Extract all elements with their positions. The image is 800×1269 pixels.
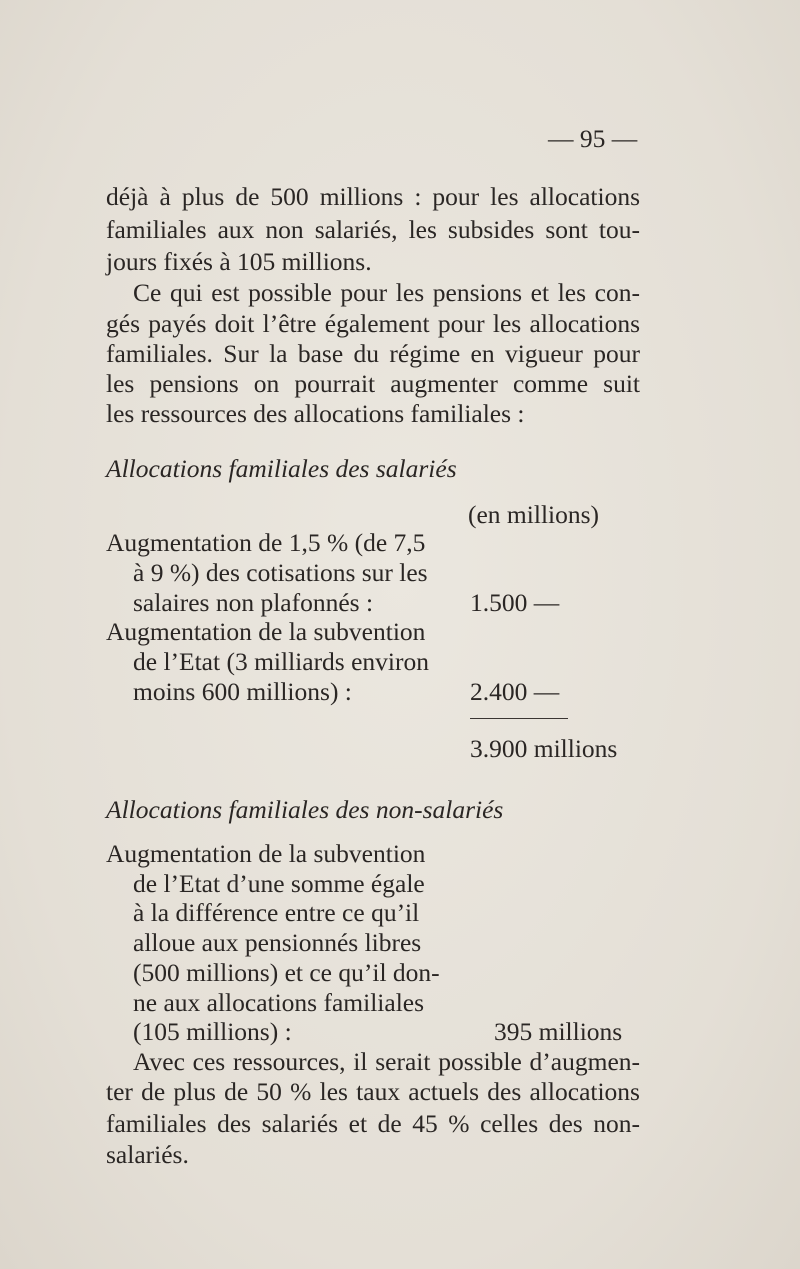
paragraph-1-line: jours fixés à 105 millions.: [106, 247, 372, 276]
item-1-line: à 9 %) des cotisations sur les: [133, 558, 428, 587]
paragraph-1-line: familiales aux non salariés, les subsides sont tou-: [106, 215, 640, 244]
item-1-value: 1.500 —: [470, 588, 560, 617]
section-2-item-line: de l’Etat d’une somme égale: [133, 869, 425, 898]
paragraph-1-line: déjà à plus de 500 millions : pour les allocations: [106, 182, 640, 211]
section-1-heading: Allocations familiales des salariés: [106, 454, 457, 483]
paragraph-2-line: les ressources des allocations familiales :: [106, 399, 525, 428]
section-2-item-line: Augmentation de la subvention: [106, 839, 426, 868]
section-2-item-line: alloue aux pensionnés libres: [133, 928, 422, 957]
unit-note: (en millions): [468, 500, 600, 529]
item-1-line: Augmentation de 1,5 % (de 7,5: [106, 528, 426, 557]
section-1-total: 3.900 millions: [470, 734, 618, 763]
paragraph-2-line: les pensions on pourrait augmenter comme suit: [106, 369, 640, 398]
section-2-value: 395 millions: [494, 1017, 623, 1046]
conclusion-line: ter de plus de 50 % les taux actuels des allocations: [106, 1077, 640, 1106]
page-number: — 95 —: [548, 124, 638, 153]
section-2-item-line: (105 millions) :: [133, 1017, 292, 1046]
sum-rule: [470, 718, 568, 719]
item-2-line: moins 600 millions) :: [133, 677, 352, 706]
item-2-line: de l’Etat (3 milliards environ: [133, 647, 430, 676]
conclusion-line: Avec ces ressources, il serait possible d’augmen-: [133, 1047, 640, 1076]
paragraph-2-line: gés payés doit l’être également pour les allocations: [106, 309, 640, 338]
section-2-item-line: ne aux allocations familiales: [133, 988, 425, 1017]
paragraph-2-line: Ce qui est possible pour les pensions et les con-: [133, 278, 640, 307]
item-2-line: Augmentation de la subvention: [106, 617, 426, 646]
section-2-heading: Allocations familiales des non-salariés: [106, 795, 504, 824]
item-2-value: 2.400 —: [470, 677, 560, 706]
conclusion-line: familiales des salariés et de 45 % celles des non-: [106, 1109, 640, 1138]
item-1-line: salaires non plafonnés :: [133, 588, 374, 617]
paragraph-2-line: familiales. Sur la base du régime en vigueur pour: [106, 339, 640, 368]
section-2-item-line: à la différence entre ce qu’il: [133, 898, 420, 927]
section-2-item-line: (500 millions) et ce qu’il don-: [133, 958, 440, 987]
conclusion-line: salariés.: [106, 1140, 189, 1169]
